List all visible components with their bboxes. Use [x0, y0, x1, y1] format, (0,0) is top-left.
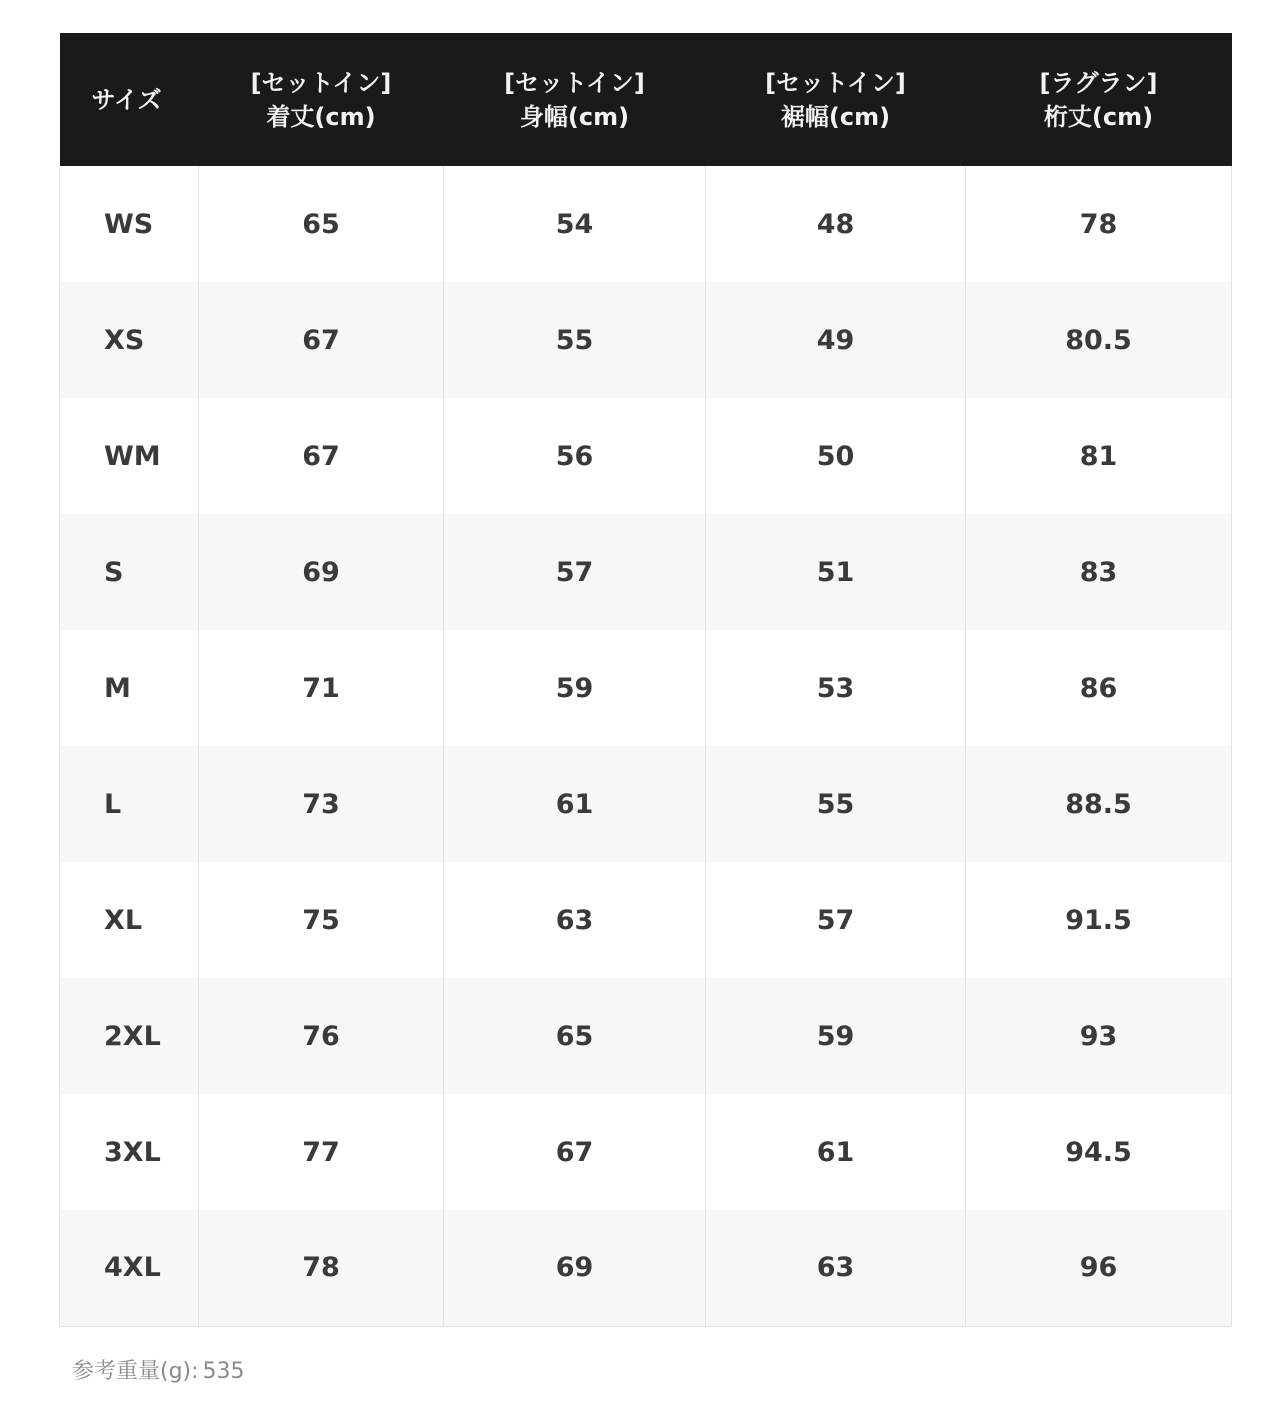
header-sleeve-length-line2: 桁丈(cm) — [1043, 102, 1154, 131]
hem-width-cell: 57 — [706, 862, 966, 978]
length-cell: 76 — [199, 978, 444, 1094]
header-sleeve-length — [966, 33, 1232, 166]
hem-width-cell: 50 — [706, 398, 966, 514]
size-cell: L — [60, 746, 199, 862]
header-length-line2: 着丈(cm) — [266, 102, 376, 131]
reference-weight-label: 参考重量(g): — [72, 1359, 199, 1384]
table-row — [60, 166, 1232, 282]
length-cell: 69 — [199, 514, 444, 630]
sleeve-length-cell: 81 — [966, 398, 1232, 514]
size-cell: 3XL — [60, 1094, 199, 1210]
hem-width-cell: 49 — [706, 282, 966, 398]
sleeve-length-cell: 78 — [966, 166, 1232, 282]
sleeve-length-cell: 96 — [966, 1210, 1232, 1326]
header-size — [60, 33, 199, 166]
hem-width-cell: 48 — [706, 166, 966, 282]
size-cell: 4XL — [60, 1210, 199, 1326]
chest-width-cell: 65 — [444, 978, 706, 1094]
sleeve-length-cell: 83 — [966, 514, 1232, 630]
header-hem-width-line2: 裾幅(cm) — [780, 102, 891, 131]
size-cell: XL — [60, 862, 199, 978]
header-hem-width — [706, 33, 966, 166]
header-row — [60, 33, 1232, 166]
header-hem-width-line1: [セットイン] — [765, 68, 906, 97]
hem-width-cell: 53 — [706, 630, 966, 746]
chest-width-cell: 59 — [444, 630, 706, 746]
size-chart-header — [60, 33, 1232, 166]
header-length — [199, 33, 444, 166]
length-cell: 67 — [199, 398, 444, 514]
size-cell: S — [60, 514, 199, 630]
header-chest-width-line1: [セットイン] — [504, 68, 645, 97]
chest-width-cell: 54 — [444, 166, 706, 282]
header-chest-width — [444, 33, 706, 166]
table-row — [60, 398, 1232, 514]
table-row — [60, 630, 1232, 746]
chest-width-cell: 56 — [444, 398, 706, 514]
chest-width-cell: 63 — [444, 862, 706, 978]
hem-width-cell: 55 — [706, 746, 966, 862]
hem-width-cell: 63 — [706, 1210, 966, 1326]
hem-width-cell: 51 — [706, 514, 966, 630]
length-cell: 77 — [199, 1094, 444, 1210]
table-row — [60, 1210, 1232, 1326]
table-row — [60, 978, 1232, 1094]
chest-width-cell: 55 — [444, 282, 706, 398]
size-cell: WM — [60, 398, 199, 514]
chest-width-cell: 67 — [444, 1094, 706, 1210]
sleeve-length-cell: 86 — [966, 630, 1232, 746]
hem-width-cell: 59 — [706, 978, 966, 1094]
reference-weight-value: 535 — [202, 1359, 245, 1384]
header-chest-width-line2: 身幅(cm) — [519, 102, 630, 131]
sleeve-length-cell: 80.5 — [966, 282, 1232, 398]
length-cell: 65 — [199, 166, 444, 282]
header-sleeve-length-line1: [ラグラン] — [1039, 68, 1158, 97]
header-size-label: サイズ — [91, 85, 162, 114]
table-row — [60, 862, 1232, 978]
size-cell: WS — [60, 166, 199, 282]
length-cell: 73 — [199, 746, 444, 862]
table-row — [60, 1094, 1232, 1210]
length-cell: 71 — [199, 630, 444, 746]
sleeve-length-cell: 94.5 — [966, 1094, 1232, 1210]
length-cell: 75 — [199, 862, 444, 978]
size-cell: 2XL — [60, 978, 199, 1094]
size-cell: XS — [60, 282, 199, 398]
size-chart-body — [60, 166, 1232, 1326]
sleeve-length-cell: 91.5 — [966, 862, 1232, 978]
chest-width-cell: 61 — [444, 746, 706, 862]
header-length-line1: [セットイン] — [250, 68, 392, 97]
length-cell: 67 — [199, 282, 444, 398]
table-row — [60, 282, 1232, 398]
size-chart-table — [59, 33, 1232, 1327]
sleeve-length-cell: 93 — [966, 978, 1232, 1094]
reference-weight-note — [72, 1354, 245, 1385]
chest-width-cell: 57 — [444, 514, 706, 630]
table-row — [60, 514, 1232, 630]
length-cell: 78 — [199, 1210, 444, 1326]
hem-width-cell: 61 — [706, 1094, 966, 1210]
chest-width-cell: 69 — [444, 1210, 706, 1326]
table-row — [60, 746, 1232, 862]
sleeve-length-cell: 88.5 — [966, 746, 1232, 862]
size-cell: M — [60, 630, 199, 746]
